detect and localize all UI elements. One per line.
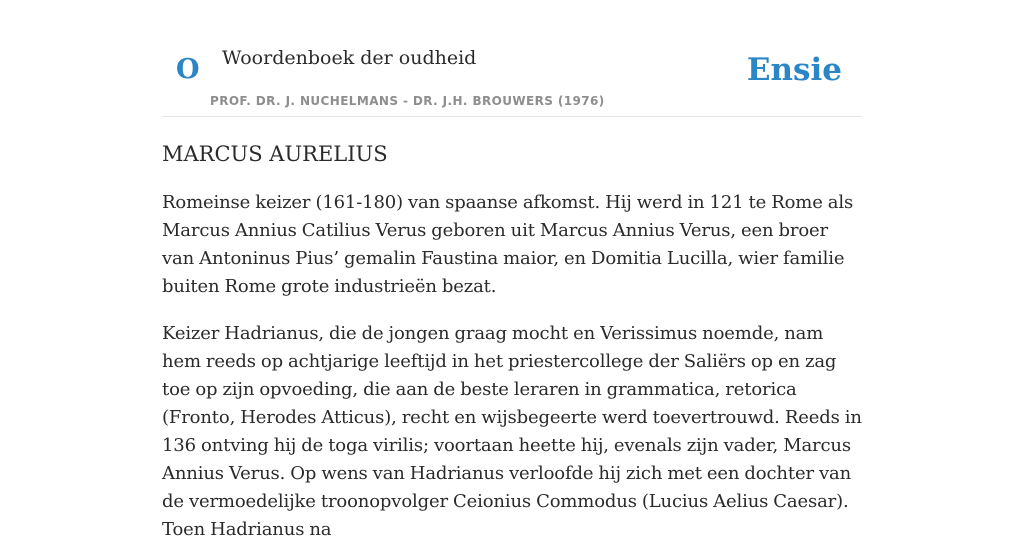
entry-title: MARCUS AURELIUS (162, 142, 388, 166)
ensie-logo-link[interactable]: Ensie (746, 52, 842, 88)
book-title-link[interactable]: Woordenboek der oudheid (222, 47, 477, 69)
book-authors: PROF. DR. J. NUCHELMANS - DR. J.H. BROUWERS (1976) (210, 94, 605, 108)
article (162, 138, 862, 544)
article-paragraph: Romeinse keizer (161-180) van spaanse afkomst. Hij werd in 121 te Rome als Marcus Annius Catilius Verus geboren uit Marcus Annius Verus, een broer van Antoninus Pius’ gemalin Faustina maior, en Domitia Lucilla, wier familie buiten Rome grote industrieën bezat. (162, 192, 854, 297)
article-paragraph: Keizer Hadrianus, die de jongen graag mocht en Verissimus noemde, nam hem reeds op achtjarige leeftijd in het priestercollege der Saliërs op en zag toe op zijn opvoeding, die aan de beste leraren in grammatica, retorica (Fronto, Herodes Atticus), recht en wijsbegeerte werd toevertrouwd. Reeds in 136 ontving hij de toga virilis; voortaan heette hij, evenals zijn vader, Marcus Annius Verus. Op wens van Hadrianus verloofde hij zich met een dochter van de vermoedelijke troonopvolger Ceionius Commodus (Lucius Aelius Caesar). Toen Hadrianus na (162, 323, 862, 540)
book-header (162, 0, 862, 117)
book-letter-link[interactable]: O (176, 54, 200, 85)
